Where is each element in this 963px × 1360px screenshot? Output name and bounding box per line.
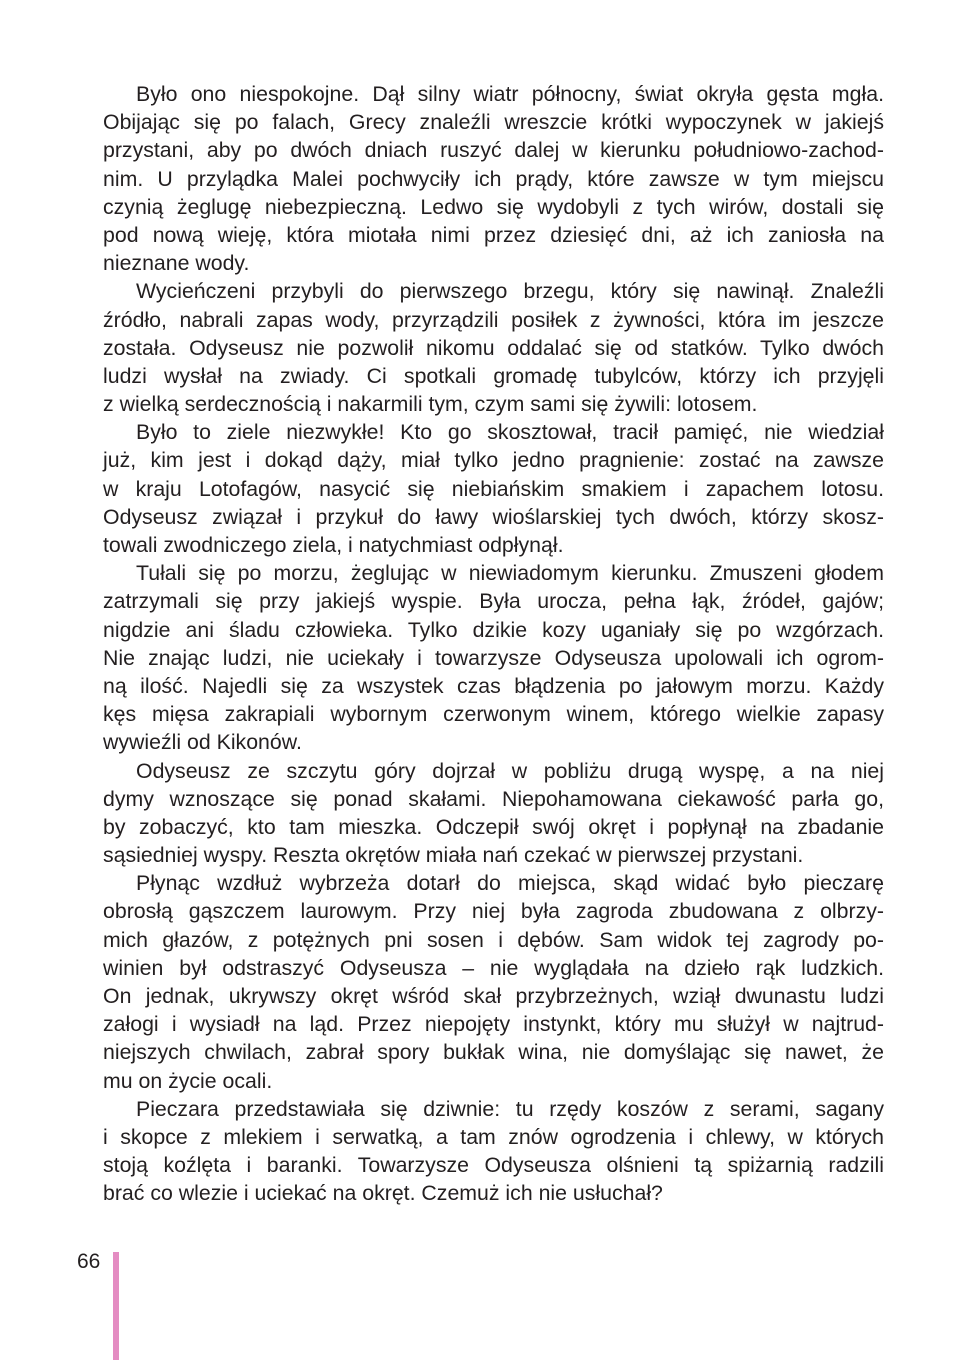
text-line: niejszych chwilach, zabrał spory bukłak wina, nie domyślając się nawet, że	[103, 1040, 884, 1065]
text-line: pod nową wieję, która miotała nimi przez dziesięć dni, aż ich zaniosła na	[103, 222, 884, 247]
margin-accent-bar	[113, 1252, 119, 1360]
text-line: Odyseusz ze szczytu góry dojrzał w pobliżu drugą wyspę, a na niej	[136, 758, 884, 783]
text-line: źródło, nabrali zapas wody, przyrządzili posiłek z żywności, która im jeszcze	[103, 307, 884, 332]
text-line: Obijając się po falach, Grecy znaleźli wreszcie krótki wypoczynek w jakiejś	[103, 110, 884, 135]
text-line: nieznane wody.	[103, 251, 250, 276]
text-line: i skopce z mlekiem i serwatką, a tam znów ogrodzenia i chlewy, w których	[103, 1124, 884, 1149]
text-line: mu on życie ocali.	[103, 1068, 273, 1093]
text-line: ludzi wysłał na zwiady. Ci spotkali gromadę tubylców, którzy ich przyjęli	[103, 363, 884, 388]
page-number: 66	[77, 1250, 101, 1273]
text-line: Wycieńczeni przybyli do pierwszego brzegu, który się nawinął. Znaleźli	[136, 279, 884, 304]
text-line: wywieźli od Kikonów.	[103, 730, 302, 755]
text-line: ną ilość. Najedli się za wszystek czas błądzenia po jałowym morzu. Każdy	[103, 673, 884, 698]
text-line: dymy wznoszące się ponad skałami. Niepohamowana ciekawość parła go,	[103, 786, 884, 811]
text-line: nigdzie ani śladu człowieka. Tylko dzikie kozy uganiały się po wzgórzach.	[103, 617, 884, 642]
text-line: Było ono niespokojne. Dął silny wiatr północny, świat okryła gęsta mgła.	[136, 82, 884, 106]
paragraph-1	[103, 80, 884, 277]
text-line: załogi i wysiadł na ląd. Przez niepojęty instynkt, który mu służył w najtrud-	[103, 1012, 884, 1037]
text-line: obrosłą gąszczem laurowym. Przy niej była zagroda zbudowana z olbrzy-	[103, 899, 884, 924]
text-line: On jednak, ukrywszy okręt wśród skał przybrzeżnych, wziął dwunastu ludzi	[103, 984, 884, 1008]
text-line: sąsiedniej wyspy. Reszta okrętów miała nań czekać w pierwszej przystani.	[103, 843, 804, 868]
text-line: winien był odstraszyć Odyseusza – nie wyglądała na dzieło rąk ludzkich.	[103, 955, 884, 980]
text-line: stoją koźlęta i baranki. Towarzysze Odyseusza olśnieni tą spiżarnią radzili	[103, 1153, 884, 1178]
text-line: została. Odyseusz nie pozwolił nikomu oddalać się od statków. Tylko dwóch	[103, 335, 884, 360]
text-line: z wielką serdecznością i nakarmili tym, czym sami się żywili: lotosem.	[103, 392, 758, 417]
text-line: Było to ziele niezwykłe! Kto go skosztował, tracił pamięć, nie wiedział	[136, 420, 884, 445]
text-line: mich głazów, z potężnych pni sosen i dębów. Sam widok tej zagrody po-	[103, 927, 884, 952]
text-line: by zobaczyć, kto tam mieszka. Odczepił swój okręt i popłynął na zbadanie	[103, 814, 884, 839]
text-line: towali zwodniczego ziela, i natychmiast odpłynął.	[103, 533, 564, 557]
text-line: czynią żeglugę niebezpieczną. Ledwo się wydobyli z tych wirów, dostali się	[103, 194, 884, 219]
text-line: Tułali się po morzu, żeglując w niewiadomym kierunku. Zmuszeni głodem	[136, 561, 884, 586]
paragraph-7	[103, 1095, 884, 1208]
text-line: przystani, aby po dwóch dniach ruszyć dalej w kierunku południowo-zachod-	[103, 138, 884, 163]
text-line: nim. U przylądka Malei pochwyciły ich prądy, które zawsze w tym miejscu	[103, 166, 884, 191]
paragraph-6	[103, 869, 884, 1095]
text-line: Pieczara przedstawiała się dziwnie: tu rzędy koszów z serami, sagany	[136, 1096, 884, 1121]
text-line: Odyseusz związał i przykuł do ławy wioślarskiej tych dwóch, którzy skosz-	[103, 504, 884, 529]
text-line: w kraju Lotofagów, nasycić się niebiańskim smakiem i zapachem lotosu.	[103, 476, 884, 501]
text-line: zatrzymali się przy jakiejś wyspie. Była urocza, pełna łąk, źródeł, gajów;	[103, 589, 884, 614]
text-line: Płynąc wzdłuż wybrzeża dotarł do miejsca, skąd widać było pieczarę	[136, 871, 884, 896]
body-text	[103, 80, 884, 1208]
text-line: kęs mięsa zakrapiali wybornym czerwonym winem, którego wielkie zapasy	[103, 702, 884, 727]
text-line: brać co wlezie i uciekać na okręt. Czemuż ich nie usłuchał?	[103, 1181, 663, 1206]
text-line: już, kim jest i dokąd dąży, miał tylko jedno pragnienie: zostać na zawsze	[103, 448, 884, 473]
text-line: Nie znając ludzi, nie uciekały i towarzysze Odyseusza upolowali ich ogrom-	[103, 645, 884, 670]
paragraph-2	[103, 277, 884, 418]
paragraph-5	[103, 757, 884, 870]
paragraph-4	[103, 559, 884, 756]
paragraph-3	[103, 418, 884, 559]
